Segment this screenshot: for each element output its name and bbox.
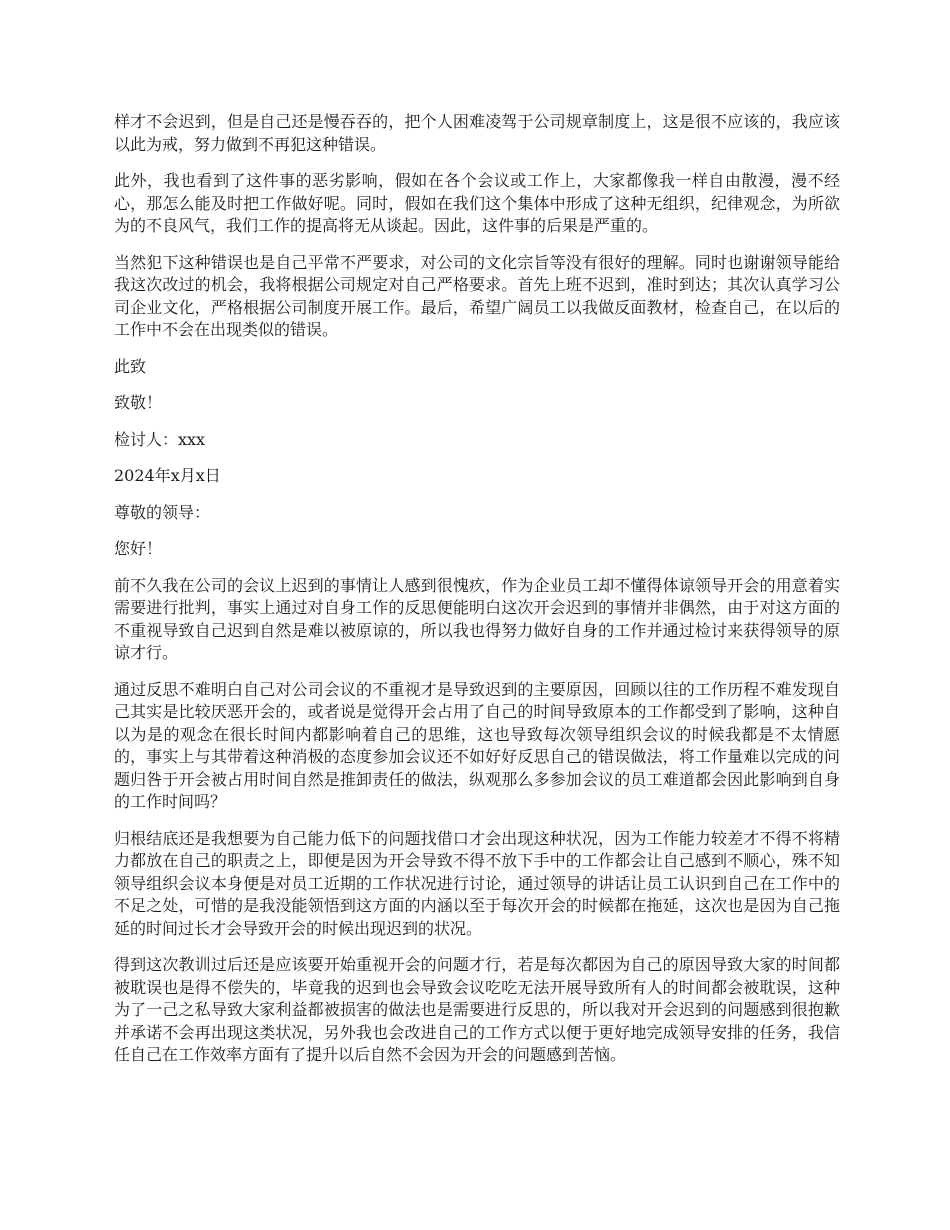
closing-respect: 致敬！ [114,393,163,412]
paragraph-impact: 此外，我也看到了这件事的恶劣影响，假如在各个会议或工作上，大家都像我一样自由散漫，漫不经心，那怎么能及时把工作做好呢。同时，假如在我们这个集体中形成了这种无组织，纪律观念，为所欲为的不良风气，我们工作的提高将无从谈起。因此，这件事的后果是严重的。 [114,171,840,235]
date-line: 2024年x月x日 [114,466,221,485]
signer-line: 检讨人：xxx [114,429,206,449]
greeting-line: 尊敬的领导： [114,502,211,522]
paragraph-continuation: 样才不会迟到，但是自己还是慢吞吞的，把个人困难凌驾于公司规章制度上，这是很不应该的，我应该以此为戒，努力做到不再犯这种错误。 [114,112,840,154]
hello-line: 您好！ [114,539,163,558]
paragraph-commitment: 得到这次教训过后还是应该要开始重视开会的问题才行，若是每次都因为自己的原因导致大家的时间都被耽误也是得不偿失的，毕竟我的迟到也会导致会议吃吃无法开展导致所有人的时间都会被耽误，这种为了一己之私导致大家利益都被损害的做法也是需要进行反思的，所以我对开会迟到的问题感到很抱歉并承诺不会再出现这类状况，另外我也会改进自己的工作方式以便于更好地完成领导安排的任务，我信任自己在工作效率方面有了提升以后自然不会因为开会的问题感到苦恼。 [114,955,840,1064]
closing-salutation: 此致 [114,356,147,376]
paragraph-cause-analysis: 通过反思不难明白自己对公司会议的不重视才是导致迟到的主要原因，回顾以往的工作历程不难发现自己其实是比较厌恶开会的，或者说是觉得开会占用了自己的时间导致原本的工作都受到了影响，这种自以为是的观念在很长时间内都影响着自己的思维，这也导致每次领导组织会议的时候我都是不太情愿的，事实上与其带着这种消极的态度参加会议还不如好好反思自己的错误做法，将工作量难以完成的问题归咎于开会被占用时间自然是推卸责任的做法，纵观那么多参加会议的员工难道都会因此影响到自身的工作时间吗？ [114,679,840,811]
paragraph-root-cause: 归根结底还是我想要为自己能力低下的问题找借口才会出现这种状况，因为工作能力较差才不得不将精力都放在自己的职责之上，即便是因为开会导致不得不放下手中的工作都会让自己感到不顺心，殊不知领导组织会议本身便是对员工近期的工作状况进行讨论，通过领导的讲话让员工认识到自己在工作中的不足之处，可惜的是我没能领悟到这方面的内涵以至于每次开会的时候都在拖延，这次也是因为自己拖延的时间过长才会导致开会的时候出现迟到的状况。 [114,828,840,938]
paragraph-apology-intro: 前不久我在公司的会议上迟到的事情让人感到很愧疚，作为企业员工却不懂得体谅领导开会的用意着实需要进行批判，事实上通过对自身工作的反思便能明白这次开会迟到的事情并非偶然，由于对这方面的不重视导致自己迟到自然是难以被原谅的，所以我也得努力做好自身的工作并通过检讨来获得领导的原谅才行。 [114,575,840,662]
paragraph-reflection: 当然犯下这种错误也是自己平常不严要求，对公司的文化宗旨等没有很好的理解。同时也谢谢领导能给我这次改过的机会，我将根据公司规定对自己严格要求。首先上班不迟到，准时到达；其次认真学习公司企业文化，严格根据公司制度开展工作。最后，希望广阔员工以我做反面教材，检查自己，在以后的工作中不会在出现类似的错误。 [114,252,840,339]
